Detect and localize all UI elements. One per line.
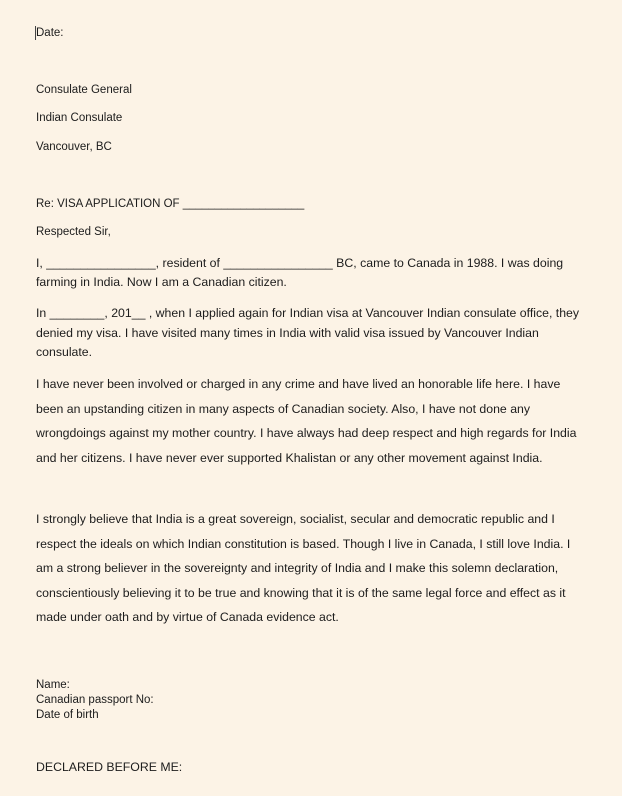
date-label: Date: [36,27,64,39]
recipient-line-3: Vancouver, BC [36,141,112,153]
subject-line: Re: VISA APPLICATION OF ___________________ [36,198,305,210]
recipient-line-1: Consulate General [36,84,132,96]
paragraph-residence: I, ________________, resident of ________________ BC, came to Canada in 1988. I was doing farming in India. Now I am a Canadian citizen. [36,256,564,289]
declared-before-me: DECLARED BEFORE ME: [36,760,183,774]
recipient-line-2: Indian Consulate [36,112,123,124]
salutation: Respected Sir, [36,226,111,238]
paragraph-declaration: I strongly believe that India is a great sovereign, socialist, secular and democratic republic and I respect the ideals on which Indian constitution is based. Though I live in Canada, I still love India. I am a strong believer in the sovereignty and integrity of India and I make this solemn declaration, conscientiously believing it to be true and knowing that it is of the same legal force and effect as it made under oath and by virtue of Canada evidence act. [36,512,571,624]
paragraph-visa-denial: In ________, 201__ , when I applied again for Indian visa at Vancouver Indian consulate office, they denied my visa. I have visited many times in India with valid visa issued by Vancouver Indian consulate. [36,306,580,359]
dob-label: Date of birth [36,709,99,721]
paragraph-conduct: I have never been involved or charged in any crime and have lived an honorable life here. I have been an upstanding citizen in many aspects of Canadian society. Also, I have not done any wrongdoings against my mother country. I have always had deep respect and high regards for India and her citizens. I have never ever supported Khalistan or any other movement against India. [36,377,577,465]
name-label: Name: [36,679,70,691]
passport-label: Canadian passport No: [36,694,154,706]
